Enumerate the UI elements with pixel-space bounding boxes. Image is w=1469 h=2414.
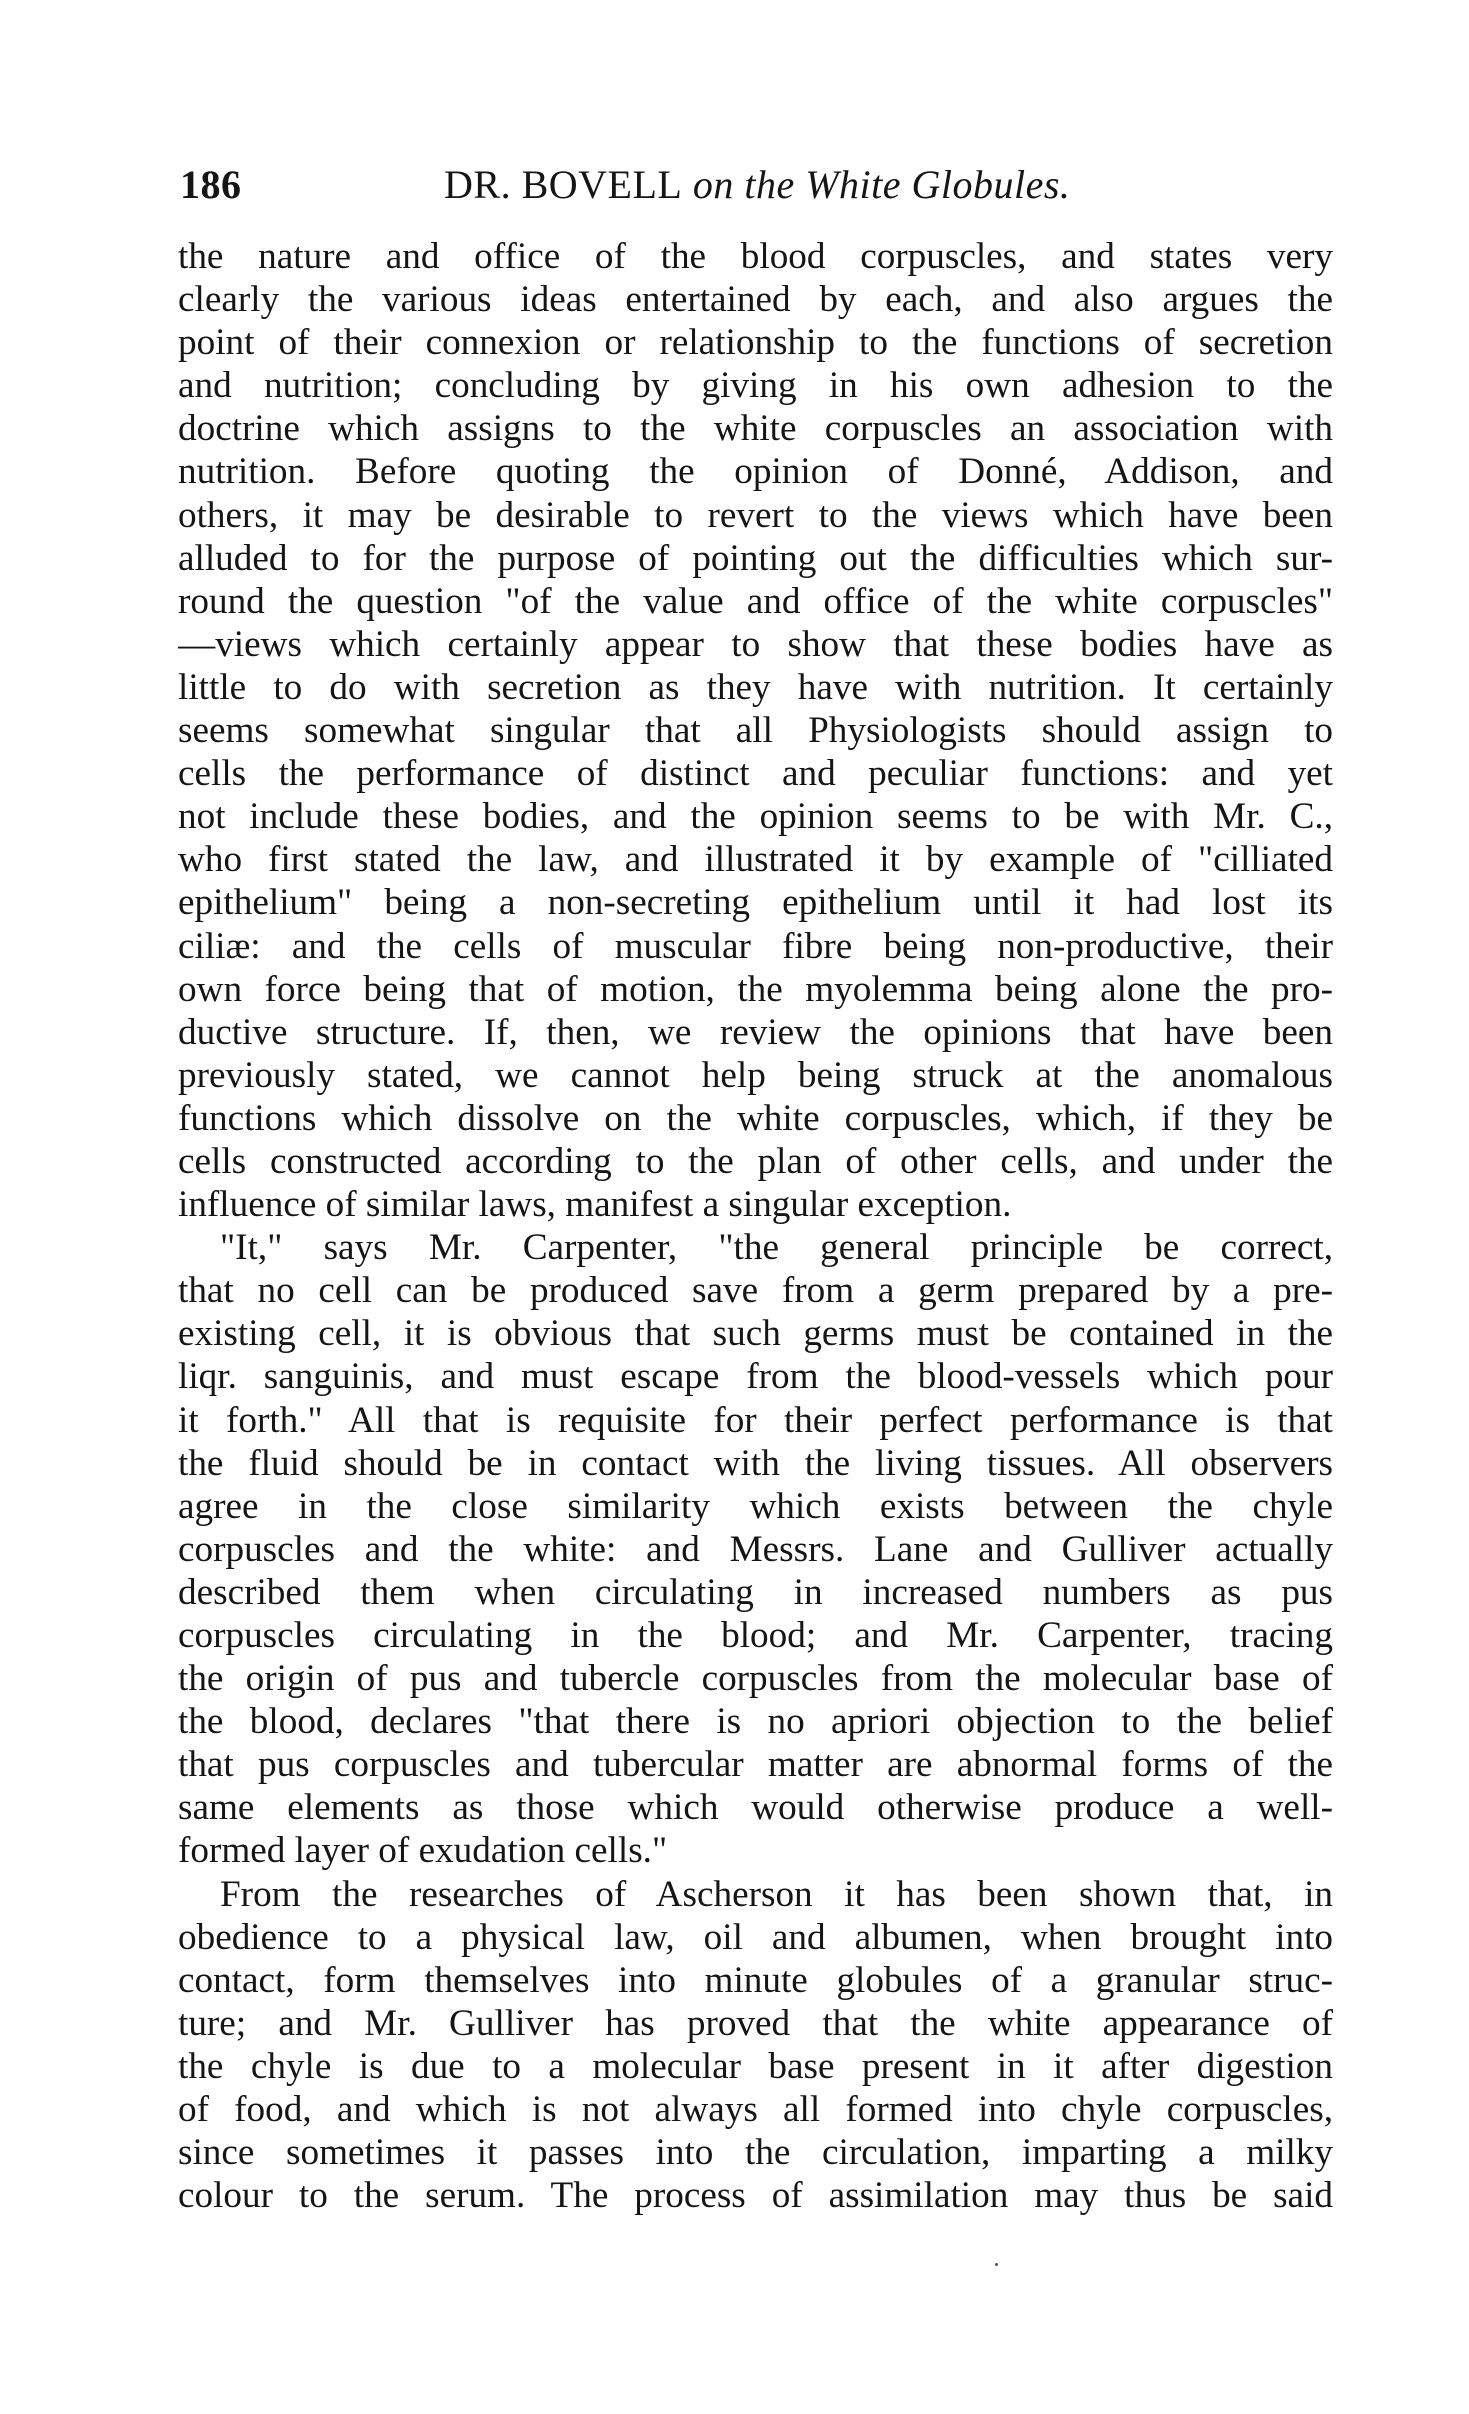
text-line: agree in the close similarity which exists between the chyle	[178, 1485, 1333, 1527]
text-line: ductive structure. If, then, we review the opinions that have been	[178, 1011, 1333, 1053]
text-line: little to do with secretion as they have with nutrition. It certainly	[178, 666, 1333, 708]
text-line: From the researches of Ascherson it has been shown that, in	[220, 1873, 1333, 1915]
text-line: nutrition. Before quoting the opinion of Donné, Addison, and	[178, 451, 1333, 493]
text-line: clearly the various ideas entertained by each, and also argues the	[178, 279, 1333, 321]
text-line: and nutrition; concluding by giving in his own adhesion to the	[178, 365, 1333, 407]
text-line: "It," says Mr. Carpenter, "the general principle be correct,	[220, 1227, 1333, 1269]
text-line: previously stated, we cannot help being struck at the anomalous	[178, 1054, 1333, 1096]
text-line: of food, and which is not always all formed into chyle corpuscles,	[178, 2089, 1333, 2131]
page-number: 186	[180, 162, 242, 207]
text-line: the origin of pus and tubercle corpuscles from the molecular base of	[178, 1658, 1333, 1700]
text-line: cells the performance of distinct and peculiar functions: and yet	[178, 753, 1333, 795]
text-line: the fluid should be in contact with the living tissues. All observers	[178, 1442, 1333, 1484]
text-line: round the question "of the value and office of the white corpuscles"	[178, 580, 1333, 622]
running-title-author: DR. BOVELL	[444, 162, 683, 207]
text-line: same elements as those which would otherwise produce a well-	[178, 1787, 1333, 1829]
text-line: doctrine which assigns to the white corpuscles an association with	[178, 408, 1333, 450]
text-line: it forth." All that is requisite for their perfect performance is that	[178, 1399, 1333, 1441]
book-page	[178, 155, 1333, 2355]
text-line: point of their connexion or relationship to the functions of secretion	[178, 322, 1333, 364]
text-line: —views which certainly appear to show that these bodies have as	[178, 623, 1333, 665]
text-line: that pus corpuscles and tubercular matter are abnormal forms of the	[178, 1744, 1333, 1786]
text-line: alluded to for the purpose of pointing out the difficulties which sur-	[178, 537, 1333, 579]
text-line: corpuscles circulating in the blood; and Mr. Carpenter, tracing	[178, 1615, 1333, 1656]
text-line: liqr. sanguinis, and must escape from the blood-vessels which pour	[178, 1356, 1333, 1398]
text-line: obedience to a physical law, oil and albumen, when brought into	[178, 1916, 1333, 1958]
text-line: the chyle is due to a molecular base present in it after digestion	[178, 2045, 1333, 2087]
text-line: epithelium" being a non-secreting epithelium until it had lost its	[178, 882, 1333, 924]
text-line: colour to the serum. The process of assimilation may thus be said	[178, 2175, 1333, 2217]
text-line: formed layer of exudation cells."	[178, 1830, 668, 1872]
running-title-subject: on the White Globules.	[692, 162, 1071, 207]
text-line: since sometimes it passes into the circulation, imparting a milky	[178, 2132, 1333, 2174]
running-head	[178, 155, 1333, 225]
paragraph	[178, 1226, 1333, 1872]
text-line: ciliæ: and the cells of muscular fibre being non-productive, their	[178, 925, 1333, 967]
text-line: others, it may be desirable to revert to the views which have been	[178, 494, 1333, 536]
running-title	[444, 161, 1070, 208]
text-line: that no cell can be produced save from a germ prepared by a pre-	[178, 1270, 1333, 1312]
text-line: influence of similar laws, manifest a singular exception.	[178, 1184, 1012, 1226]
text-line: ture; and Mr. Gulliver has proved that the white appearance of	[178, 2002, 1333, 2044]
text-line: functions which dissolve on the white corpuscles, which, if they be	[178, 1097, 1333, 1139]
body-text	[178, 235, 1333, 2217]
text-line: described them when circulating in increased numbers as pus	[178, 1571, 1333, 1613]
text-line: contact, form themselves into minute globules of a granular struc-	[178, 1959, 1333, 2001]
text-line: seems somewhat singular that all Physiologists should assign to	[178, 710, 1333, 752]
text-line: cells constructed according to the plan of other cells, and under the	[178, 1140, 1333, 1182]
text-line: own force being that of motion, the myolemma being alone the pro-	[178, 968, 1333, 1010]
text-line: corpuscles and the white: and Messrs. Lane and Gulliver actually	[178, 1528, 1333, 1570]
paragraph	[178, 1873, 1333, 2218]
paragraph	[178, 235, 1333, 1226]
text-line: the blood, declares "that there is no apriori objection to the belief	[178, 1701, 1333, 1743]
paper-speck	[995, 2263, 998, 2266]
text-line: the nature and office of the blood corpuscles, and states very	[178, 236, 1333, 277]
text-line: not include these bodies, and the opinion seems to be with Mr. C.,	[178, 796, 1333, 838]
text-line: existing cell, it is obvious that such germs must be contained in the	[178, 1313, 1333, 1355]
text-line: who first stated the law, and illustrated it by example of "cilliated	[178, 839, 1333, 881]
